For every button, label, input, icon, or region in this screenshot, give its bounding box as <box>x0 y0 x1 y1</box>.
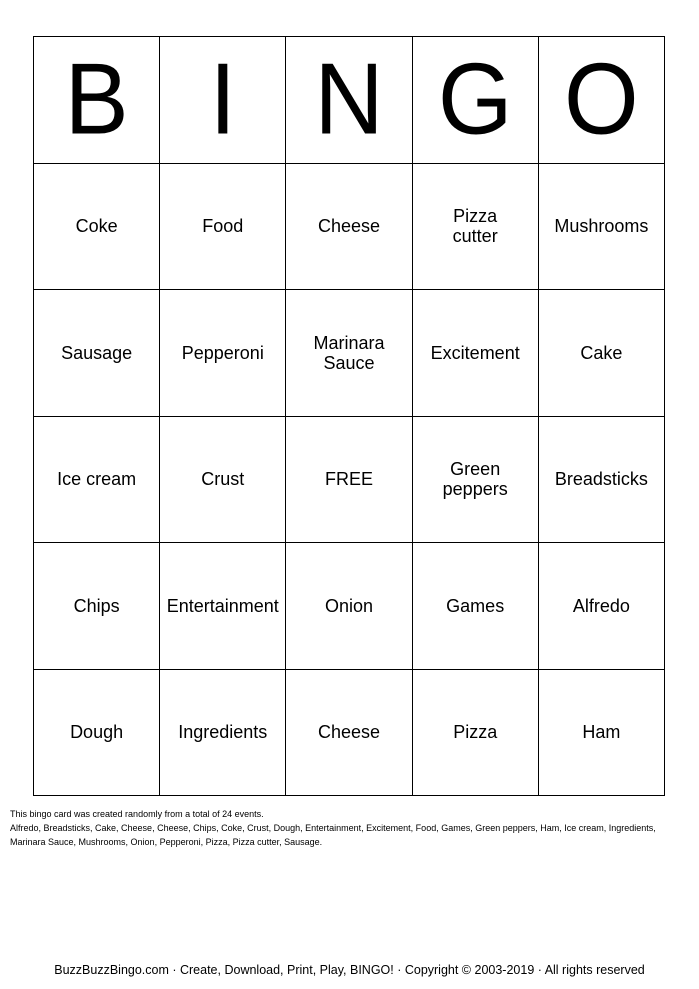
cell-text: Pizza <box>453 722 498 743</box>
bingo-cell <box>286 290 412 417</box>
bingo-cell <box>286 670 412 797</box>
header-letter-n <box>286 37 412 164</box>
cell-text: Chips <box>73 595 120 616</box>
cell-text: Excitement <box>430 342 520 363</box>
page-footer: BuzzBuzzBingo.com · Create, Download, Print, Play, BINGO! · Copyright © 2003-2019 · All rights reserved <box>54 963 645 977</box>
bingo-cell <box>34 543 160 670</box>
cell-text: Ham <box>582 722 621 743</box>
header-letter: N <box>314 43 384 156</box>
bingo-cell <box>413 417 539 544</box>
cell-text: FREE <box>324 469 373 490</box>
cell-text: Onion <box>324 595 374 616</box>
header-letter: I <box>209 43 237 156</box>
bingo-card <box>33 36 665 796</box>
header-letter-i <box>160 37 286 164</box>
bingo-cell <box>34 417 160 544</box>
bingo-cell <box>539 670 665 797</box>
cell-text: Pizza cutter <box>452 206 498 247</box>
cell-text: Coke <box>75 216 118 237</box>
cell-text: Mushrooms <box>554 216 649 237</box>
card-notes <box>10 807 690 849</box>
cell-text: Entertainment <box>166 595 279 616</box>
bingo-cell <box>160 543 286 670</box>
bingo-cell <box>160 164 286 291</box>
cell-text: Pepperoni <box>181 342 264 363</box>
cell-text: Food <box>202 216 244 237</box>
bingo-cell <box>539 290 665 417</box>
cell-text: Green peppers <box>442 459 508 500</box>
free-space-cell <box>286 417 412 544</box>
header-letter-b <box>34 37 160 164</box>
cell-text: Dough <box>70 722 124 743</box>
bingo-cell <box>413 670 539 797</box>
cell-text: Ice cream <box>57 469 137 490</box>
cell-text: Sausage <box>61 342 133 363</box>
cell-text: Alfredo <box>572 595 630 616</box>
cell-text: Ingredients <box>178 722 268 743</box>
header-letter-o <box>539 37 665 164</box>
cell-text: Cheese <box>317 722 381 743</box>
bingo-cell <box>286 543 412 670</box>
bingo-cell <box>539 543 665 670</box>
bingo-cell <box>160 670 286 797</box>
bingo-cell <box>286 164 412 291</box>
cell-text: Breadsticks <box>554 469 648 490</box>
cell-text: Crust <box>201 469 245 490</box>
cell-text: Cake <box>580 342 623 363</box>
bingo-cell <box>34 670 160 797</box>
bingo-cell <box>539 164 665 291</box>
header-letter: O <box>564 43 639 156</box>
notes-summary: This bingo card was created randomly from a total of 24 events. <box>10 809 264 819</box>
cell-text: Cheese <box>317 216 381 237</box>
header-letter: B <box>64 43 129 156</box>
cell-text: Games <box>446 595 505 616</box>
cell-text: Marinara Sauce <box>313 332 385 373</box>
bingo-cell <box>413 543 539 670</box>
header-letter-g <box>413 37 539 164</box>
bingo-cell <box>413 290 539 417</box>
bingo-cell <box>160 417 286 544</box>
bingo-cell <box>413 164 539 291</box>
bingo-cell <box>539 417 665 544</box>
bingo-cell <box>160 290 286 417</box>
bingo-cell <box>34 290 160 417</box>
header-letter: G <box>437 43 513 156</box>
notes-word-list: Alfredo, Breadsticks, Cake, Cheese, Cheese, Chips, Coke, Crust, Dough, Entertainment, Excitement, Food, Games, Green peppers, Ham, Ice cream, Ingredients, Marinara Sauce, Mushrooms, Onion, Pepperoni, Pizza, Pizza cutter, Sausage. <box>10 823 656 847</box>
bingo-cell <box>34 164 160 291</box>
